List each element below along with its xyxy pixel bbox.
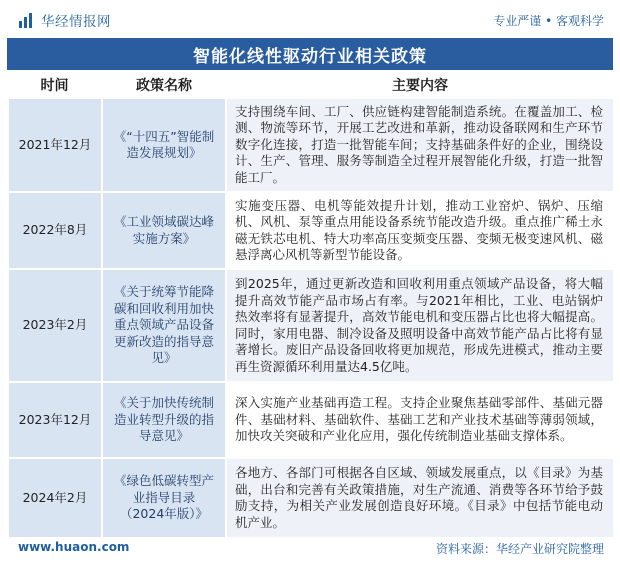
logo-text: 华经情报网 xyxy=(41,14,111,30)
row-policy-name: 《关于统筹节能降碳和回收利用加快重点领域产品设备更新改造的指导意见》 xyxy=(102,269,226,382)
slogan: 专业严谨 • 客观科学 xyxy=(493,14,604,28)
column-header-policy-name: 政策名称 xyxy=(102,72,226,98)
row-date: 2023年2月 xyxy=(8,269,102,382)
row-policy-name: 《绿色低碳转型产业指导目录（2024年版）》 xyxy=(102,458,226,538)
column-header-date: 时间 xyxy=(8,72,102,98)
row-content: 深入实施产业基础再造工程。支持企业聚焦基础零部件、基础元器件、基础材料、基础软件、基础工艺和产业技术基础等薄弱领域，加快攻关突破和产业化应用，强化传统制造业基础支撑体系。 xyxy=(226,382,614,458)
policy-table xyxy=(7,72,615,539)
row-content: 到2025年，通过更新改造和回收利用重点领域产品设备，将大幅提升高效节能产品市场占有率。与2021年相比，工业、电站锅炉热效率将有显著提升，高效节能电机和变压器占比也将大幅提高。同时，家用电器、制冷设备及照明设备中高效节能产品占比将有显著增长。废旧产品设备回收将更加规范，形成先进模式，推动主要再生资源循环利用量达4.5亿吨。 xyxy=(226,269,614,382)
row-date: 2024年2月 xyxy=(8,458,102,538)
footer-site-link[interactable]: www.huaon.com xyxy=(18,540,130,554)
row-date: 2021年12月 xyxy=(8,98,102,192)
row-content: 支持围绕车间、工厂、供应链构建智能制造系统。在覆盖加工、检测、物流等环节，开展工艺改进和革新，推动设备联网和生产环节数字化连接，打造一批智能车间；支持基础条件好的企业，围绕设计、生产、管理、服务等制造全过程开展智能化升级，打造一批智能工厂。 xyxy=(226,98,614,192)
table-row xyxy=(8,382,614,458)
table-row xyxy=(8,458,614,538)
bar-chart-logo-icon xyxy=(18,12,35,29)
page-title: 智能化线性驱动行业相关政策 xyxy=(193,46,427,67)
row-policy-name: 《工业领域碳达峰实施方案》 xyxy=(102,192,226,269)
table-header-row xyxy=(8,72,614,98)
footer-source: 资料来源：华经产业研究院整理 xyxy=(435,542,604,556)
table-row xyxy=(8,98,614,192)
row-date: 2023年12月 xyxy=(8,382,102,458)
column-header-main-content: 主要内容 xyxy=(226,72,614,98)
row-policy-name: 《“十四五”智能制造发展规划》 xyxy=(102,98,226,192)
table-row xyxy=(8,269,614,382)
row-content: 实施变压器、电机等能效提升计划，推动工业窑炉、锅炉、压缩机、风机、泵等重点用能设备系统节能改造升级。重点推广稀土永磁无铁芯电机、特大功率高压变频变压器、变频无极变速风机、磁悬浮离心风机等新型节能设备。 xyxy=(226,192,614,269)
footer xyxy=(0,533,620,561)
top-bar xyxy=(0,0,620,38)
table-row xyxy=(8,192,614,269)
row-content: 各地方、各部门可根据各自区域、领域发展重点，以《目录》为基础，出台和完善有关政策措施，对生产流通、消费等各环节给予鼓励支持，为相关产业发展创造良好环境。《目录》中包括节能电动机产业。 xyxy=(226,458,614,538)
logo[interactable] xyxy=(18,10,111,30)
title-bar xyxy=(7,38,613,70)
row-date: 2022年8月 xyxy=(8,192,102,269)
row-policy-name: 《关于加快传统制造业转型升级的指导意见》 xyxy=(102,382,226,458)
